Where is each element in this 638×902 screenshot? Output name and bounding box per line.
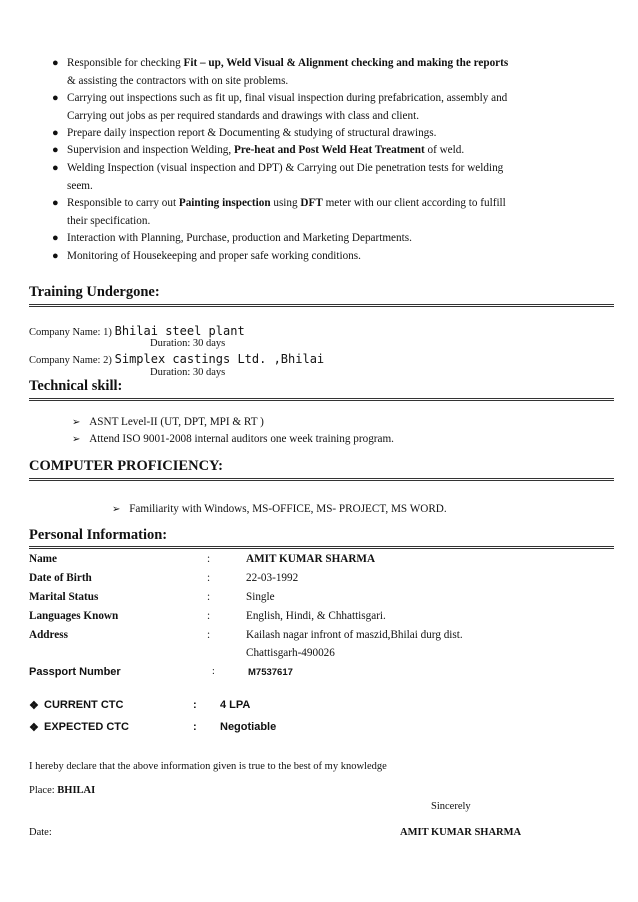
diamond-bullet-icon: ❖ [29,722,39,734]
signature-name: AMIT KUMAR SHARMA [400,827,522,838]
item-text: Carrying out inspections such as fit up, final visual inspection during prefabrication, assembly and [67,92,508,104]
ctc-row [29,699,589,717]
section-divider [29,398,614,401]
diamond-bullet-icon: ❖ [29,700,39,712]
list-item [112,503,447,515]
company-name: Bhilai steel plant [114,324,245,338]
passport-value: M7537617 [248,667,293,678]
item-text-line2: & assisting the contractors with on site problems. [67,74,289,87]
arrow-bullet-icon: ➢ [72,417,81,428]
bullet-icon: ● [52,144,59,156]
info-colon: : [207,553,211,565]
technical-heading: Technical skill: [29,378,123,394]
ctc-colon: : [193,699,197,711]
training-item [29,352,324,366]
training-duration: Duration: 30 days [150,338,226,349]
place-label: Place: [29,785,58,796]
item-text: Attend ISO 9001-2008 internal auditors one week training program. [89,433,394,445]
info-value: Single [246,591,275,603]
place-line [29,785,95,796]
ctc-value: Negotiable [220,721,277,733]
passport-colon: : [212,666,215,677]
info-row [29,553,589,571]
item-bold-text: Pre-heat and Post Weld Heat Treatment [234,144,425,156]
info-value: Kailash nagar infront of maszid,Bhilai durg dist. [246,629,463,641]
sincerely-text: Sincerely [431,801,471,812]
item-text: Familiarity with Windows, MS-OFFICE, MS- PROJECT, MS WORD. [129,503,447,515]
info-key: Languages Known [29,610,119,622]
item-text: Interaction with Planning, Purchase, production and Marketing Departments. [67,232,412,244]
info-row [29,610,589,628]
item-bold-text: Painting inspection [178,197,271,209]
item-text: Welding Inspection (visual inspection and DPT) & Carrying out Die penetration tests for welding [67,162,504,174]
item-text-line2: Carrying out jobs as per required standards and drawings with class and client. [67,109,420,122]
passport-key: Passport Number [29,666,121,678]
address-line2: Chattisgarh-490026 [246,647,335,659]
info-value: 22-03-1992 [246,572,299,584]
training-duration: Duration: 30 days [150,367,226,378]
ctc-colon: : [193,721,197,733]
info-key: Address [29,629,68,641]
bullet-icon: ● [52,162,59,174]
bullet-icon: ● [52,127,59,139]
date-label: Date: [29,827,52,838]
info-colon: : [207,572,211,584]
item-text: Responsible for checking [67,57,184,69]
item-text-mid: using [270,197,301,209]
arrow-bullet-icon: ➢ [112,504,121,515]
info-row [29,591,589,609]
item-text-tail: meter with our client according to fulfill [322,197,506,209]
info-value: English, Hindi, & Chhattisgari. [246,610,386,622]
ctc-label: EXPECTED CTC [44,721,129,733]
info-value: AMIT KUMAR SHARMA [246,553,376,565]
info-colon: : [207,610,211,622]
info-key: Marital Status [29,591,99,603]
item-text-tail: of weld. [424,144,465,156]
arrow-bullet-icon: ➢ [72,434,81,445]
bullet-icon: ● [52,250,59,262]
item-text: Supervision and inspection Welding, [67,144,234,156]
bullet-icon: ● [52,232,59,244]
ctc-label: CURRENT CTC [44,699,124,711]
item-text: Responsible to carry out [67,197,179,209]
item-text-line2: seem. [67,179,93,192]
item-text: Prepare daily inspection report & Documenting & studying of structural drawings. [67,127,437,139]
section-divider [29,304,614,307]
company-label: Company Name: 1) [29,327,112,338]
list-item [72,433,394,445]
info-colon: : [207,629,211,641]
training-heading: Training Undergone: [29,284,160,300]
section-divider [29,478,614,481]
item-text-line2: their specification. [67,214,151,227]
item-bold-text-2: DFT [300,197,323,209]
info-colon: : [207,591,211,603]
info-key: Date of Birth [29,572,92,584]
ctc-row [29,721,589,739]
item-bold-text: Fit – up, Weld Visual & Alignment checking and making the reports [183,57,509,69]
bullet-icon: ● [52,92,59,104]
computer-heading: COMPUTER PROFICIENCY: [29,458,224,474]
bullet-icon: ● [52,57,59,69]
declaration-text: I hereby declare that the above information given is true to the best of my knowledge [29,761,387,772]
info-row [29,572,589,590]
list-item [72,416,264,428]
bullet-icon: ● [52,197,59,209]
place-value: BHILAI [57,785,96,796]
company-name: Simplex castings Ltd. ,Bhilai [114,352,325,366]
company-label: Company Name: 2) [29,355,112,366]
ctc-value: 4 LPA [220,699,251,711]
section-divider [29,546,614,549]
info-row [29,629,589,647]
training-item [29,324,245,338]
info-key: Name [29,553,57,565]
item-text: ASNT Level-II (UT, DPT, MPI & RT ) [89,416,264,428]
personal-heading: Personal Information: [29,527,168,543]
item-text: Monitoring of Housekeeping and proper safe working conditions. [67,250,361,262]
